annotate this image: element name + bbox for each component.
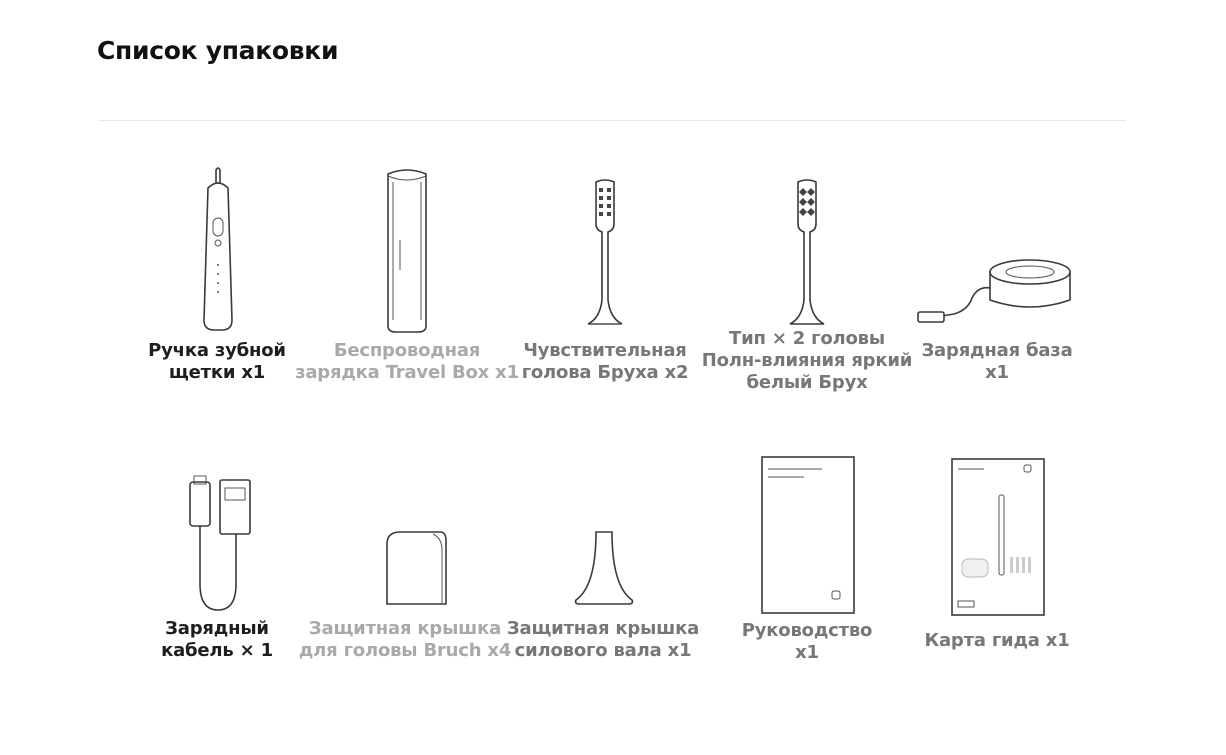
travel-box-icon [292,160,522,340]
item-label-line: Карта гида x1 [924,630,1070,651]
guide-card-icon [882,455,1112,625]
item-label-line: голова Бруха x2 [521,362,689,383]
item-charging-base [882,160,1112,390]
item-label-line: кабель × 1 [161,640,273,661]
item-shaft-cover [488,460,718,670]
item-label-line: x1 [795,642,819,663]
charging-base-icon [882,160,1112,340]
item-guide-card [882,455,1112,670]
item-label-line: Зарядный [165,618,269,639]
item-label-line: Полн-влияния яркий [701,350,913,371]
item-travel-box [292,160,522,390]
item-label-line: для головы Bruch x4 [298,640,512,661]
item-label-line: Ручка зубной [148,340,286,361]
item-label-line: Зарядная база [921,340,1073,361]
page-title: Список упаковки [97,36,339,65]
item-label-line: x1 [985,362,1009,383]
item-label-line: Защитная крышка [308,618,502,639]
item-label-line: зарядка Travel Box x1 [295,362,519,383]
shaft-cover-icon [488,460,718,620]
item-label-line: Тип × 2 головы [729,328,885,349]
item-label-line: силового вала x1 [514,640,692,661]
item-label-line: Чувствительная [523,340,687,361]
item-sensitive-brush-head [490,160,720,390]
item-head-cap [290,460,520,670]
sensitive-brush-head-icon [490,160,720,340]
item-label-line: Защитная крышка [506,618,700,639]
item-label-line: Руководство [741,620,873,641]
item-label-line: щетки x1 [168,362,266,383]
divider [99,120,1126,121]
item-label-line: белый Брух [746,372,868,393]
item-label-line: Беспроводная [333,340,481,361]
head-cap-icon [290,460,520,620]
